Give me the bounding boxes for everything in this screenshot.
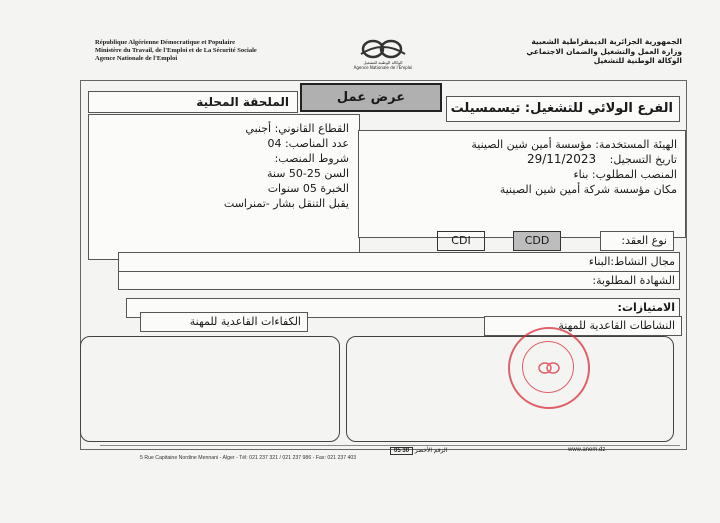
positions-value: 04 xyxy=(267,137,282,150)
positions-label: عدد المناصب: xyxy=(284,137,349,150)
core-skills-label: الكفاءات القاعدية للمهنة xyxy=(140,312,308,332)
work-location: مكان مؤسسة شركة أمين شين الصينية xyxy=(499,183,677,196)
header-ar-line-3: الوكالة الوطنية للتشغيل xyxy=(593,56,682,65)
left-panel xyxy=(88,114,360,260)
logo-caption-fr: Agence Nationale de l'Emploi xyxy=(353,65,413,70)
offer-title: عرض عمل xyxy=(300,83,442,112)
core-activities-label: النشاطات القاعدية للمهنة xyxy=(484,316,682,336)
registration-date xyxy=(359,152,677,167)
official-stamp xyxy=(508,327,590,409)
green-number xyxy=(390,447,447,454)
header-fr-line-1: République Algérienne Démocratique et Populaire xyxy=(95,39,235,46)
required-diploma: الشهادة المطلوبة: xyxy=(118,271,680,290)
contract-type-label: نوع العقد: xyxy=(600,231,674,251)
header-fr xyxy=(95,39,257,63)
positions-count xyxy=(89,136,349,151)
employer: الهيئة المستخدمة: مؤسسة أمين شين الصينية xyxy=(471,138,677,151)
stamp-logo-icon xyxy=(534,353,564,383)
footer-address: 5 Rue Capitaine Nordine Mennani - Alger - Tél: 021 237 321 / 021 237 986 - Fax: 021 237 403 xyxy=(140,455,357,461)
logo-caption-ar: الوكالة الوطنية للتشغيل xyxy=(363,60,403,65)
core-skills-box xyxy=(80,336,340,442)
header-fr-line-2: Ministère du Travail, de l'Emploi et de La Sécurité Sociale xyxy=(95,47,257,54)
website: www.anem.dz xyxy=(568,447,606,453)
header-ar xyxy=(526,37,682,66)
legal-sector: القطاع القانوني: أجنبي xyxy=(245,122,349,135)
experience-requirement: الخبرة 05 سنوات xyxy=(267,182,349,195)
contract-cdi: CDI xyxy=(437,231,485,251)
local-agency: الملحقة المحلية xyxy=(88,91,298,113)
right-panel xyxy=(358,130,686,238)
anem-logo-icon xyxy=(353,38,413,60)
anem-logo xyxy=(343,38,423,80)
benefits-title: الامتيازات: xyxy=(126,298,680,318)
reg-date-value: 29/11/2023 xyxy=(526,152,597,166)
header-ar-line-2: وزارة العمل والتشغيل والضمان الاجتماعي xyxy=(526,46,682,56)
reg-date-label: تاريخ التسجيل: xyxy=(609,153,677,166)
header-ar-line-1: الجمهورية الجزائرية الديمقراطية الشعبية xyxy=(531,37,682,46)
required-position: المنصب المطلوب: بناء xyxy=(573,168,677,181)
contract-cdd: CDD xyxy=(513,231,561,251)
age-requirement: السن 25-50 سنة xyxy=(266,167,349,180)
green-number-code: 30 05 xyxy=(390,447,413,455)
wilaya-branch: الفرع الولائي للتشغيل: تيسمسيلت xyxy=(446,96,680,122)
mobility-requirement: يقبل التنقل بشار -تمنراست xyxy=(223,197,349,210)
green-number-label: الرقم الأخضر xyxy=(414,448,448,454)
position-conditions: شروط المنصب: xyxy=(274,152,349,165)
header-fr-line-3: Agence Nationale de l'Emploi xyxy=(95,55,178,62)
activity-field: مجال النشاط:البناء xyxy=(118,252,680,271)
